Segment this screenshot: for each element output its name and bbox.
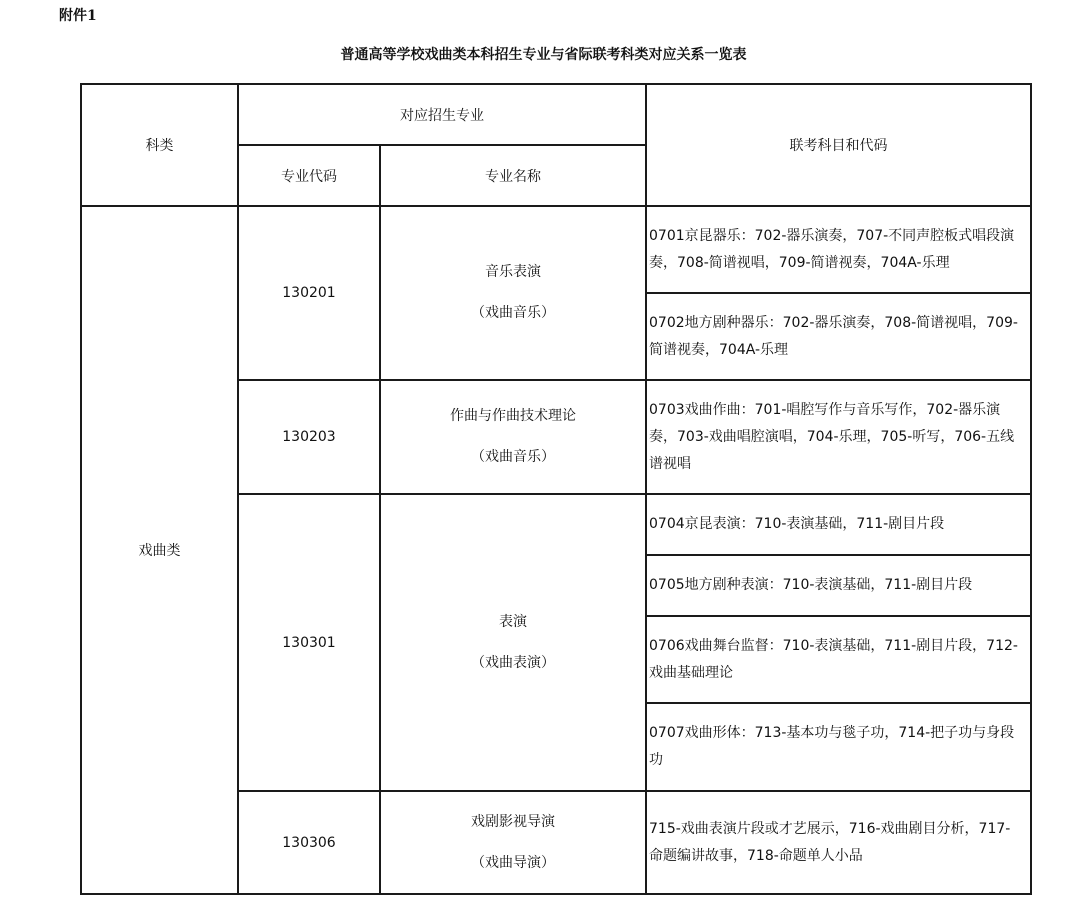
exam-subject-cell: 0702地方剧种器乐：702-器乐演奏，708-简谱视唱，709-简谱视奏，704A-乐理 (646, 293, 1031, 380)
major-name: 作曲与作曲技术理论 (450, 408, 576, 424)
header-category: 科类 (81, 84, 238, 206)
major-name: 音乐表演 (485, 264, 541, 280)
exam-subject-cell: 0704京昆表演：710-表演基础，711-剧目片段 (646, 494, 1031, 555)
header-majors-group: 对应招生专业 (238, 84, 646, 145)
major-name: 表演 (499, 613, 527, 630)
exam-subject-cell: 0705地方剧种表演：710-表演基础，711-剧目片段 (646, 555, 1031, 616)
exam-subject-cell: 0706戏曲舞台监督：710-表演基础，711-剧目片段，712-戏曲基础理论 (646, 616, 1031, 703)
major-name-sub: （戏曲音乐） (471, 305, 555, 321)
correspondence-table (80, 83, 1032, 895)
exam-subject-cell: 715-戏曲表演片段或才艺展示，716-戏曲剧目分析，717-命题编讲故事，718-命题单人小品 (646, 791, 1031, 894)
major-name-cell (380, 494, 646, 791)
exam-subject-cell: 0707戏曲形体：713-基本功与毯子功，714-把子功与身段功 (646, 703, 1031, 791)
major-name: 戏剧影视导演 (471, 813, 555, 830)
exam-subject-cell: 0703戏曲作曲：701-唱腔写作与音乐写作，702-器乐演奏，703-戏曲唱腔演唱，704-乐理，705-听写，706-五线谱视唱 (646, 380, 1031, 494)
major-code-cell: 130301 (238, 494, 380, 791)
major-code-cell: 130203 (238, 380, 380, 494)
header-major-name: 专业名称 (380, 145, 646, 206)
header-exam-subjects: 联考科目和代码 (646, 84, 1031, 206)
header-major-code: 专业代码 (238, 145, 380, 206)
major-code-cell: 130201 (238, 206, 380, 380)
exam-subject-cell: 0701京昆器乐：702-器乐演奏，707-不同声腔板式唱段演奏，708-简谱视唱，709-简谱视奏，704A-乐理 (646, 206, 1031, 293)
major-name-cell (380, 791, 646, 894)
major-name-cell (380, 380, 646, 494)
category-cell: 戏曲类 (81, 206, 238, 894)
major-name-sub: （戏曲表演） (471, 654, 555, 671)
major-name-cell (380, 206, 646, 380)
attachment-label: 附件1 (59, 8, 97, 24)
major-code-cell: 130306 (238, 791, 380, 894)
document-title: 普通高等学校戏曲类本科招生专业与省际联考科类对应关系一览表 (340, 47, 747, 63)
major-name-sub: （戏曲导演） (471, 854, 555, 871)
major-name-sub: （戏曲音乐） (471, 449, 555, 465)
